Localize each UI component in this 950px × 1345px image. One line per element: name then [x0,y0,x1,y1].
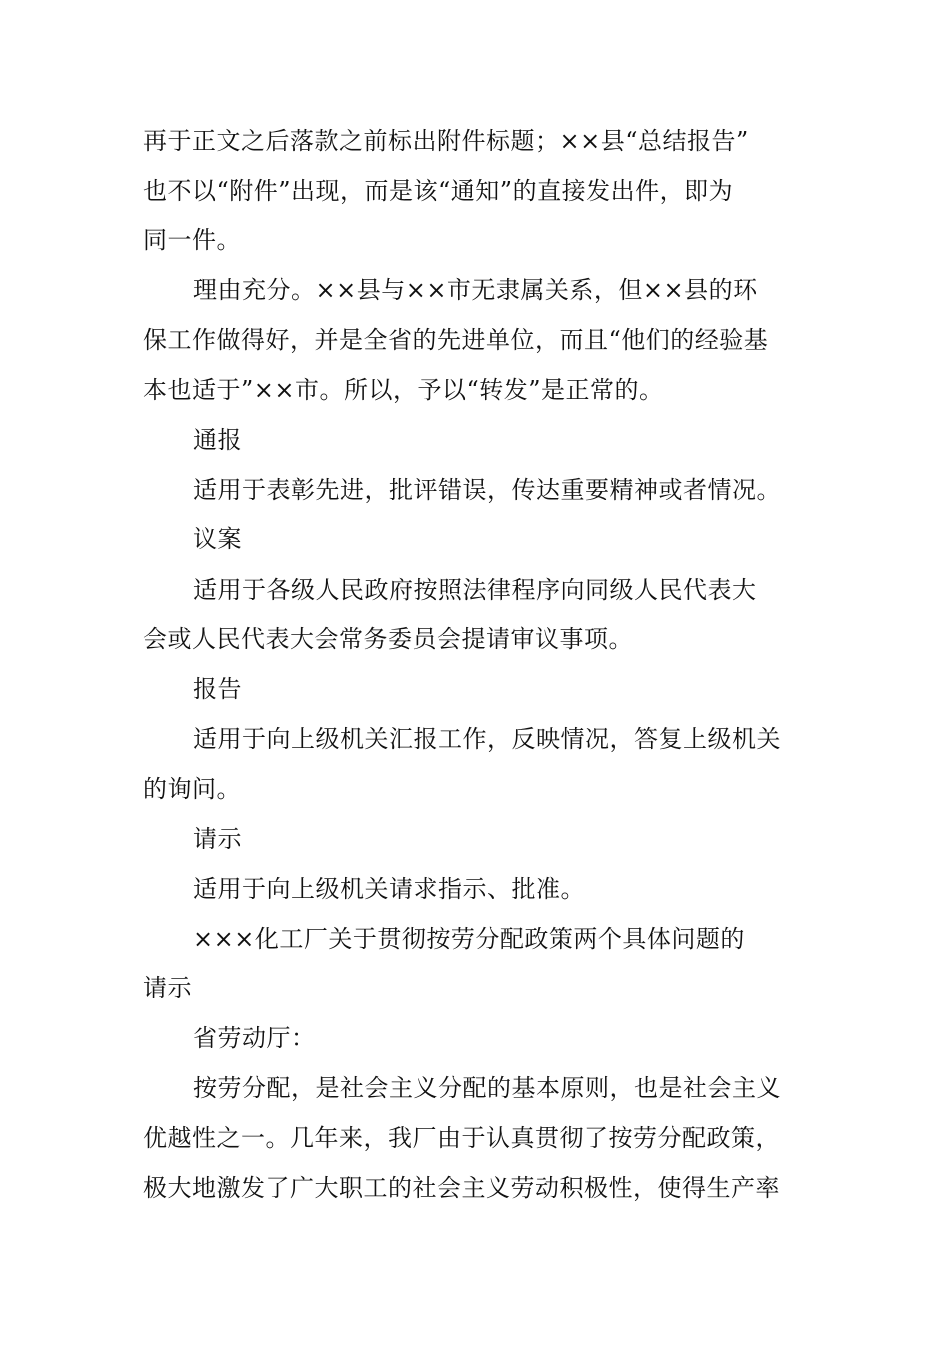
paragraph-line: 适用于表彰先进，批评错误，传达重要精神或者情况。 [193,476,781,504]
paragraph-line: 同一件。 [143,226,241,254]
paragraph-line: 适用于各级人民政府按照法律程序向同级人民代表大 [193,576,757,604]
paragraph-line: 本也适于”××市。所以，予以“转发”是正常的。 [143,376,664,404]
section-heading: 通报 [193,426,242,454]
paragraph-line: 再于正文之后落款之前标出附件标题；××县“总结报告” [143,127,749,155]
paragraph-line: 也不以“附件”出现，而是该“通知”的直接发出件，即为 [143,177,734,205]
paragraph-line: 理由充分。××县与××市无隶属关系，但××县的环 [193,276,758,304]
document-title-line: 请示 [143,974,192,1002]
section-heading: 报告 [193,675,242,703]
paragraph-line: 按劳分配，是社会主义分配的基本原则，也是社会主义 [193,1074,781,1102]
paragraph-line: 的询问。 [143,775,241,803]
paragraph-line: 优越性之一。几年来，我厂由于认真贯彻了按劳分配政策， [143,1124,780,1152]
paragraph-line: 适用于向上级机关汇报工作，反映情况，答复上级机关 [193,725,781,753]
salutation: 省劳动厅： [193,1024,316,1052]
paragraph-line: 极大地激发了广大职工的社会主义劳动积极性，使得生产率 [143,1174,780,1202]
paragraph-line: 会或人民代表大会常务委员会提请审议事项。 [143,625,633,653]
paragraph-line: 保工作做得好，并是全省的先进单位，而且“他们的经验基 [143,326,769,354]
section-heading: 请示 [193,825,242,853]
document-title-line: ×××化工厂关于贯彻按劳分配政策两个具体问题的 [193,925,745,953]
paragraph-line: 适用于向上级机关请求指示、批准。 [193,875,585,903]
section-heading: 议案 [193,525,242,553]
